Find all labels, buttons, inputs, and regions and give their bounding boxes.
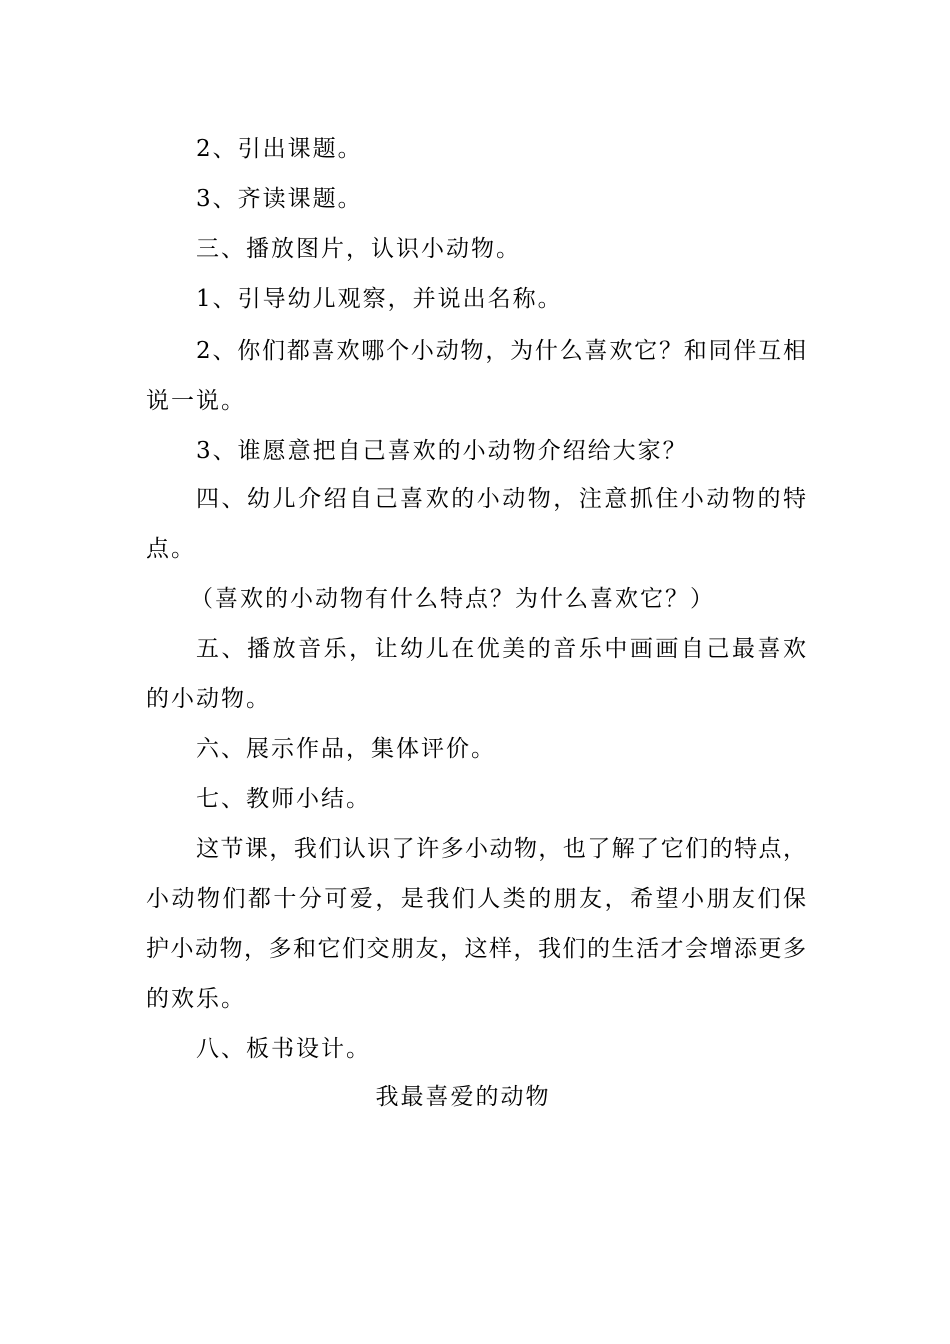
text-line: （喜欢的小动物有什么特点？为什么喜欢它？） <box>190 586 715 612</box>
text-line: 的小动物。 <box>146 686 271 712</box>
section-heading: 三、播放图片，认识小动物。 <box>196 236 521 262</box>
text-line: 3、齐读课题。 <box>196 186 363 212</box>
section-heading: 五、播放音乐，让幼儿在优美的音乐中画画自己最喜欢 <box>196 636 806 662</box>
text-line: 点。 <box>146 536 196 562</box>
text-line: 护小动物，多和它们交朋友，这样，我们的生活才会增添更多 <box>146 936 806 962</box>
section-heading: 四、幼儿介绍自己喜欢的小动物，注意抓住小动物的特 <box>196 486 806 512</box>
text-line: 这节课，我们认识了许多小动物，也了解了它们的特点， <box>196 836 806 862</box>
text-line: 2、你们都喜欢哪个小动物，为什么喜欢它？和同伴互相 <box>196 338 806 364</box>
text-line: 1、引导幼儿观察，并说出名称。 <box>196 286 563 312</box>
text-line: 小动物们都十分可爱，是我们人类的朋友，希望小朋友们保 <box>146 886 806 912</box>
text-line: 3、谁愿意把自己喜欢的小动物介绍给大家？ <box>196 438 688 464</box>
section-heading: 八、板书设计。 <box>196 1036 371 1062</box>
section-heading: 六、展示作品，集体评价。 <box>196 736 496 762</box>
text-line: 的欢乐。 <box>146 986 246 1012</box>
section-heading: 七、教师小结。 <box>196 786 371 812</box>
text-line: 2、引出课题。 <box>196 136 363 162</box>
text-line: 说一说。 <box>146 388 246 414</box>
board-title: 我最喜爱的动物 <box>375 1084 551 1110</box>
